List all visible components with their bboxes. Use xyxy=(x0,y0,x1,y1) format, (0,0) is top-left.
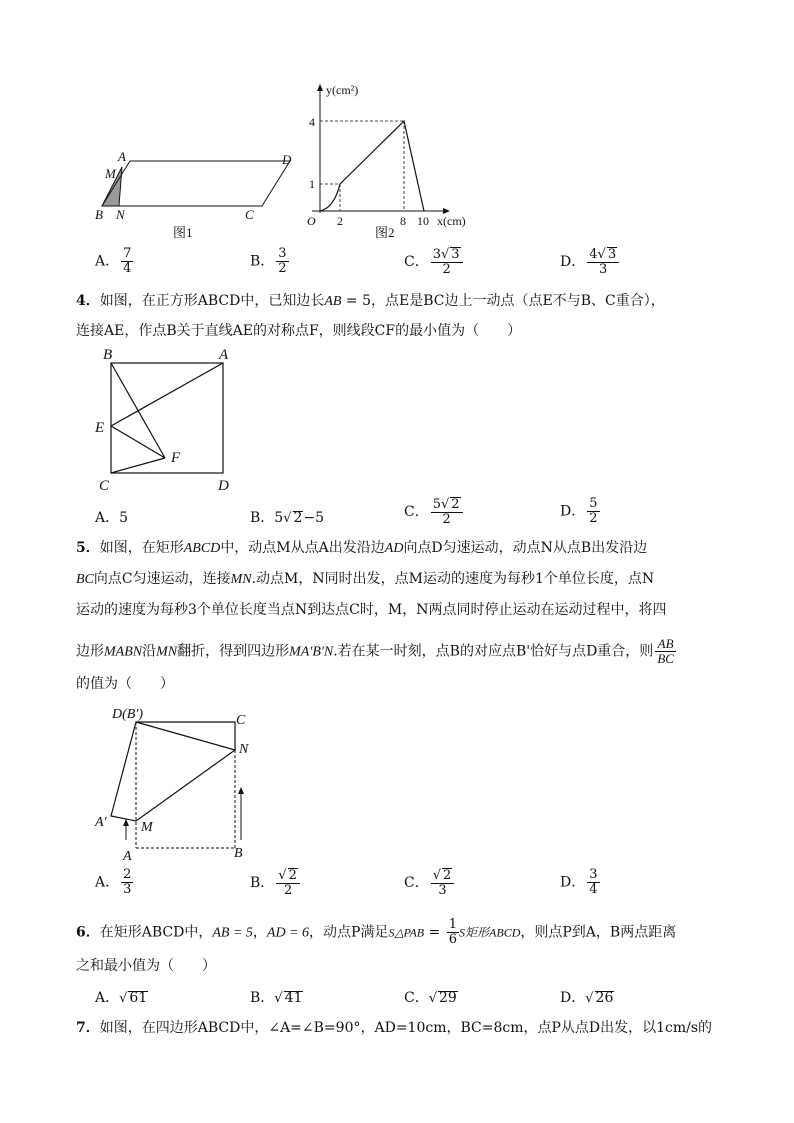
q5-line-1 xyxy=(76,537,647,560)
numerator xyxy=(431,497,463,513)
q5-text: 中，动点M从点A出发沿边 xyxy=(220,540,385,556)
q4-line-EF xyxy=(111,426,165,458)
fraction xyxy=(121,247,133,276)
q3-label-C: C xyxy=(245,207,254,222)
numerator: 2 xyxy=(123,867,132,882)
q4-eq: = 5 xyxy=(341,293,372,309)
option-letter: B． xyxy=(250,253,275,270)
coefficient: 3 xyxy=(432,247,441,262)
sqrt-icon: √ xyxy=(428,991,438,1006)
q5-mabn: MABN xyxy=(104,644,143,660)
q4-text-b: ，点E是BC边上一动点（点E不与B、C重合）， xyxy=(371,293,665,309)
option-letter: B． xyxy=(250,875,275,891)
q4-line-1 xyxy=(76,290,665,313)
q4-square xyxy=(111,363,223,473)
radicand: 2 xyxy=(443,868,452,883)
denominator: 6 xyxy=(448,932,458,947)
q4-figure xyxy=(90,342,250,497)
q3-option-a[interactable] xyxy=(95,247,133,276)
question-number: 6． xyxy=(76,924,100,941)
fraction xyxy=(587,497,599,526)
fraction xyxy=(276,247,288,276)
q5-label-M: M xyxy=(141,820,153,835)
fraction xyxy=(276,868,300,898)
q6-ad: AD = 6 xyxy=(266,925,310,941)
fraction xyxy=(447,918,459,947)
q5-option-b[interactable] xyxy=(250,868,300,898)
option-letter: C． xyxy=(404,254,429,270)
q4-option-d[interactable] xyxy=(560,497,600,526)
option-letter: B． xyxy=(250,990,275,1006)
question-number: 5． xyxy=(76,540,100,556)
q4-line-2: 连接AE，作点B关于直线AE的对称点F，则线段CF的最小值为（ ） xyxy=(76,323,522,339)
q3-tick-8: 8 xyxy=(400,214,406,228)
q5-arrow-A-head xyxy=(123,819,129,826)
q5-label-N: N xyxy=(239,742,249,757)
q5-bc: BC xyxy=(76,572,94,587)
q5-mn: MN xyxy=(156,644,178,660)
q3-label-B: B xyxy=(95,207,103,222)
q5-text: .动点M，N同时出发，点M运动的速度为每秒1个单位长度，点N xyxy=(251,571,655,587)
q6-ab: AB = 5 xyxy=(212,925,253,941)
q5-label-C: C xyxy=(236,713,246,728)
q3-tick-2: 2 xyxy=(337,214,343,228)
q5-line-2 xyxy=(76,568,654,591)
q3-y-arrow xyxy=(317,84,323,91)
q6-s-rect: S矩形ABCD xyxy=(459,925,521,940)
sqrt-icon: √ xyxy=(597,247,606,262)
q5-arrow-B-head xyxy=(238,787,244,794)
q4-label-D: D xyxy=(218,478,229,494)
q3-x-label: x(cm) xyxy=(437,214,466,228)
q3-option-d[interactable] xyxy=(560,247,619,277)
sqrt-icon: √ xyxy=(274,991,283,1006)
q5-text: 沿 xyxy=(142,643,157,660)
option-letter: C． xyxy=(404,875,429,891)
radicand: 29 xyxy=(439,990,457,1006)
fraction xyxy=(431,247,463,277)
denominator: 2 xyxy=(283,883,293,898)
option-letter: D． xyxy=(560,990,586,1006)
fraction xyxy=(587,868,599,897)
radicand: 26 xyxy=(595,990,614,1006)
sqrt-icon: √ xyxy=(441,497,450,512)
coefficient: 5 xyxy=(432,497,441,512)
option-letter: D． xyxy=(560,874,586,891)
q3-tick-4: 4 xyxy=(309,115,315,129)
fraction xyxy=(655,637,676,666)
q6-comma: ， xyxy=(252,924,267,941)
q4-line-BF xyxy=(111,363,165,458)
denominator: 4 xyxy=(589,882,598,897)
option-tail: −5 xyxy=(303,510,325,526)
q5-line-4 xyxy=(76,637,676,666)
q5-line-5: 的值为（ ） xyxy=(76,676,174,692)
q5-figure xyxy=(90,700,265,870)
numerator: 3 xyxy=(589,867,598,882)
q6-option-a[interactable] xyxy=(95,987,148,1007)
numerator xyxy=(587,247,619,263)
option-letter: A． xyxy=(95,990,120,1006)
q5-text: 翻折，得到四边形 xyxy=(177,643,290,660)
q4-line-AE xyxy=(111,363,223,426)
q3-label-M: M xyxy=(105,166,116,181)
fraction xyxy=(431,868,455,898)
q6-line-1 xyxy=(76,918,676,947)
q3-caption-fig2: 图2 xyxy=(375,225,395,240)
q4-label-A: A xyxy=(219,347,229,363)
q6-line-2: 之和最小值为（ ） xyxy=(76,958,216,974)
question-number: 7． xyxy=(76,1020,100,1036)
option-letter: A． xyxy=(95,510,120,526)
denominator: 2 xyxy=(442,512,451,527)
q3-option-c[interactable] xyxy=(404,247,463,277)
sqrt-icon: √ xyxy=(283,511,292,526)
q6-eq: = xyxy=(424,924,445,941)
q5-label-A: A xyxy=(123,849,132,864)
q5-option-c[interactable] xyxy=(404,868,454,898)
radicand: 2 xyxy=(293,510,303,526)
q3-caption-fig1: 图1 xyxy=(173,225,193,240)
q3-tick-10: 10 xyxy=(417,214,429,228)
denominator: 3 xyxy=(438,883,447,898)
q3-graph xyxy=(320,121,424,211)
option-letter: D． xyxy=(560,254,586,270)
option-letter: B． xyxy=(250,510,275,526)
denominator: 2 xyxy=(589,511,598,526)
q4-option-c[interactable] xyxy=(404,497,463,527)
q5-folded-quad xyxy=(111,722,235,821)
q5-text: 向点D匀速运动，动点N从点B出发沿边 xyxy=(403,540,648,556)
q4-label-E: E xyxy=(95,420,105,436)
fraction xyxy=(121,868,133,897)
numerator: AB xyxy=(655,637,676,652)
numerator: 7 xyxy=(123,246,132,261)
radicand: 2 xyxy=(288,868,297,883)
denominator: 3 xyxy=(599,262,608,277)
coefficient: 4 xyxy=(589,247,598,262)
q5-line-3: 运动的速度为每秒3个单位长度当点N到达点C时，M，N两点同时停止运动在运动过程中，将四 xyxy=(76,602,667,618)
q3-label-A: A xyxy=(118,149,126,164)
denominator: 2 xyxy=(442,262,451,277)
sqrt-icon: √ xyxy=(585,991,594,1006)
fraction xyxy=(431,497,463,527)
q5-option-d[interactable] xyxy=(560,868,600,897)
numerator xyxy=(431,868,455,884)
q3-figure-1 xyxy=(90,145,300,240)
q6-text: 在矩形ABCD中， xyxy=(99,924,213,941)
numerator xyxy=(431,247,463,263)
radicand: 41 xyxy=(284,990,303,1006)
q4-label-C: C xyxy=(99,478,110,494)
q4-text: 如图，在正方形ABCD中，已知边长 xyxy=(99,293,325,309)
q6-option-b[interactable] xyxy=(250,987,303,1007)
sqrt-icon: √ xyxy=(119,991,128,1006)
q6-text: ，动点P满足 xyxy=(309,924,389,941)
numerator: 3 xyxy=(278,246,287,261)
option-letter: D． xyxy=(560,503,586,520)
fraction xyxy=(587,247,619,277)
sqrt-icon: √ xyxy=(278,868,287,883)
numerator xyxy=(276,868,300,884)
q6-s-pab: S△PAB xyxy=(388,925,425,940)
radicand: 2 xyxy=(451,497,460,512)
coefficient: 5 xyxy=(274,510,284,526)
q5-abcd: ABCD xyxy=(183,541,221,556)
q5-mn: MN xyxy=(230,572,252,587)
option-letter: A． xyxy=(95,874,120,891)
q6-option-c[interactable] xyxy=(404,987,458,1007)
option-letter: A． xyxy=(95,253,120,270)
q5-text: 如图，在矩形 xyxy=(99,540,184,556)
denominator: BC xyxy=(657,651,674,666)
q5-text: 边形 xyxy=(76,643,104,660)
q6-text: ，则点P到A，B两点距离 xyxy=(520,924,677,941)
q5-mabn-prime: MA'B'N xyxy=(289,644,334,660)
q3-tick-1: 1 xyxy=(309,177,315,191)
q3-label-D: D xyxy=(282,152,292,167)
numerator: 5 xyxy=(589,496,598,511)
denominator: 2 xyxy=(278,261,287,276)
numerator: 1 xyxy=(448,917,458,932)
radicand: 3 xyxy=(451,247,460,262)
q5-label-A-prime: A′ xyxy=(95,815,107,830)
q3-figure-2 xyxy=(300,80,480,240)
q3-parallelogram xyxy=(102,161,290,206)
q5-text: 向点C匀速运动，连接 xyxy=(93,571,231,587)
denominator: 4 xyxy=(123,261,132,276)
q4-option-a[interactable] xyxy=(95,507,128,527)
q3-option-b[interactable] xyxy=(250,247,289,276)
q4-line-CF xyxy=(111,458,165,473)
radicand: 3 xyxy=(607,247,617,262)
q4-option-b[interactable] xyxy=(250,507,324,527)
q3-origin: O xyxy=(307,214,316,228)
q6-option-d[interactable] xyxy=(560,987,614,1007)
q3-label-N: N xyxy=(116,207,125,222)
question-number: 4． xyxy=(76,293,100,309)
q4-label-F: F xyxy=(171,450,181,466)
option-letter: C． xyxy=(404,504,429,520)
q5-ad: AD xyxy=(384,541,404,556)
q5-text: .若在某一时刻，点B的对应点B'恰好与点D重合，则 xyxy=(333,643,654,660)
q3-y-label: y(cm²) xyxy=(326,83,359,97)
q4-label-B: B xyxy=(103,347,113,363)
q5-option-a[interactable] xyxy=(95,868,133,897)
option-letter: C． xyxy=(404,990,429,1006)
q5-label-D: D(B′) xyxy=(112,707,144,722)
denominator: 3 xyxy=(123,882,132,897)
option-value: 5 xyxy=(119,510,129,526)
sqrt-icon: √ xyxy=(441,247,450,262)
q7-line-1 xyxy=(76,1017,712,1039)
q5-label-B: B xyxy=(234,846,243,861)
sqrt-icon: √ xyxy=(432,868,442,883)
radicand: 61 xyxy=(129,990,148,1006)
q4-ab: AB xyxy=(324,294,342,309)
q7-text: 如图，在四边形ABCD中，∠A=∠B=90°，AD=10cm，BC=8cm，点P从点D出发，以1cm/s的 xyxy=(99,1020,713,1036)
